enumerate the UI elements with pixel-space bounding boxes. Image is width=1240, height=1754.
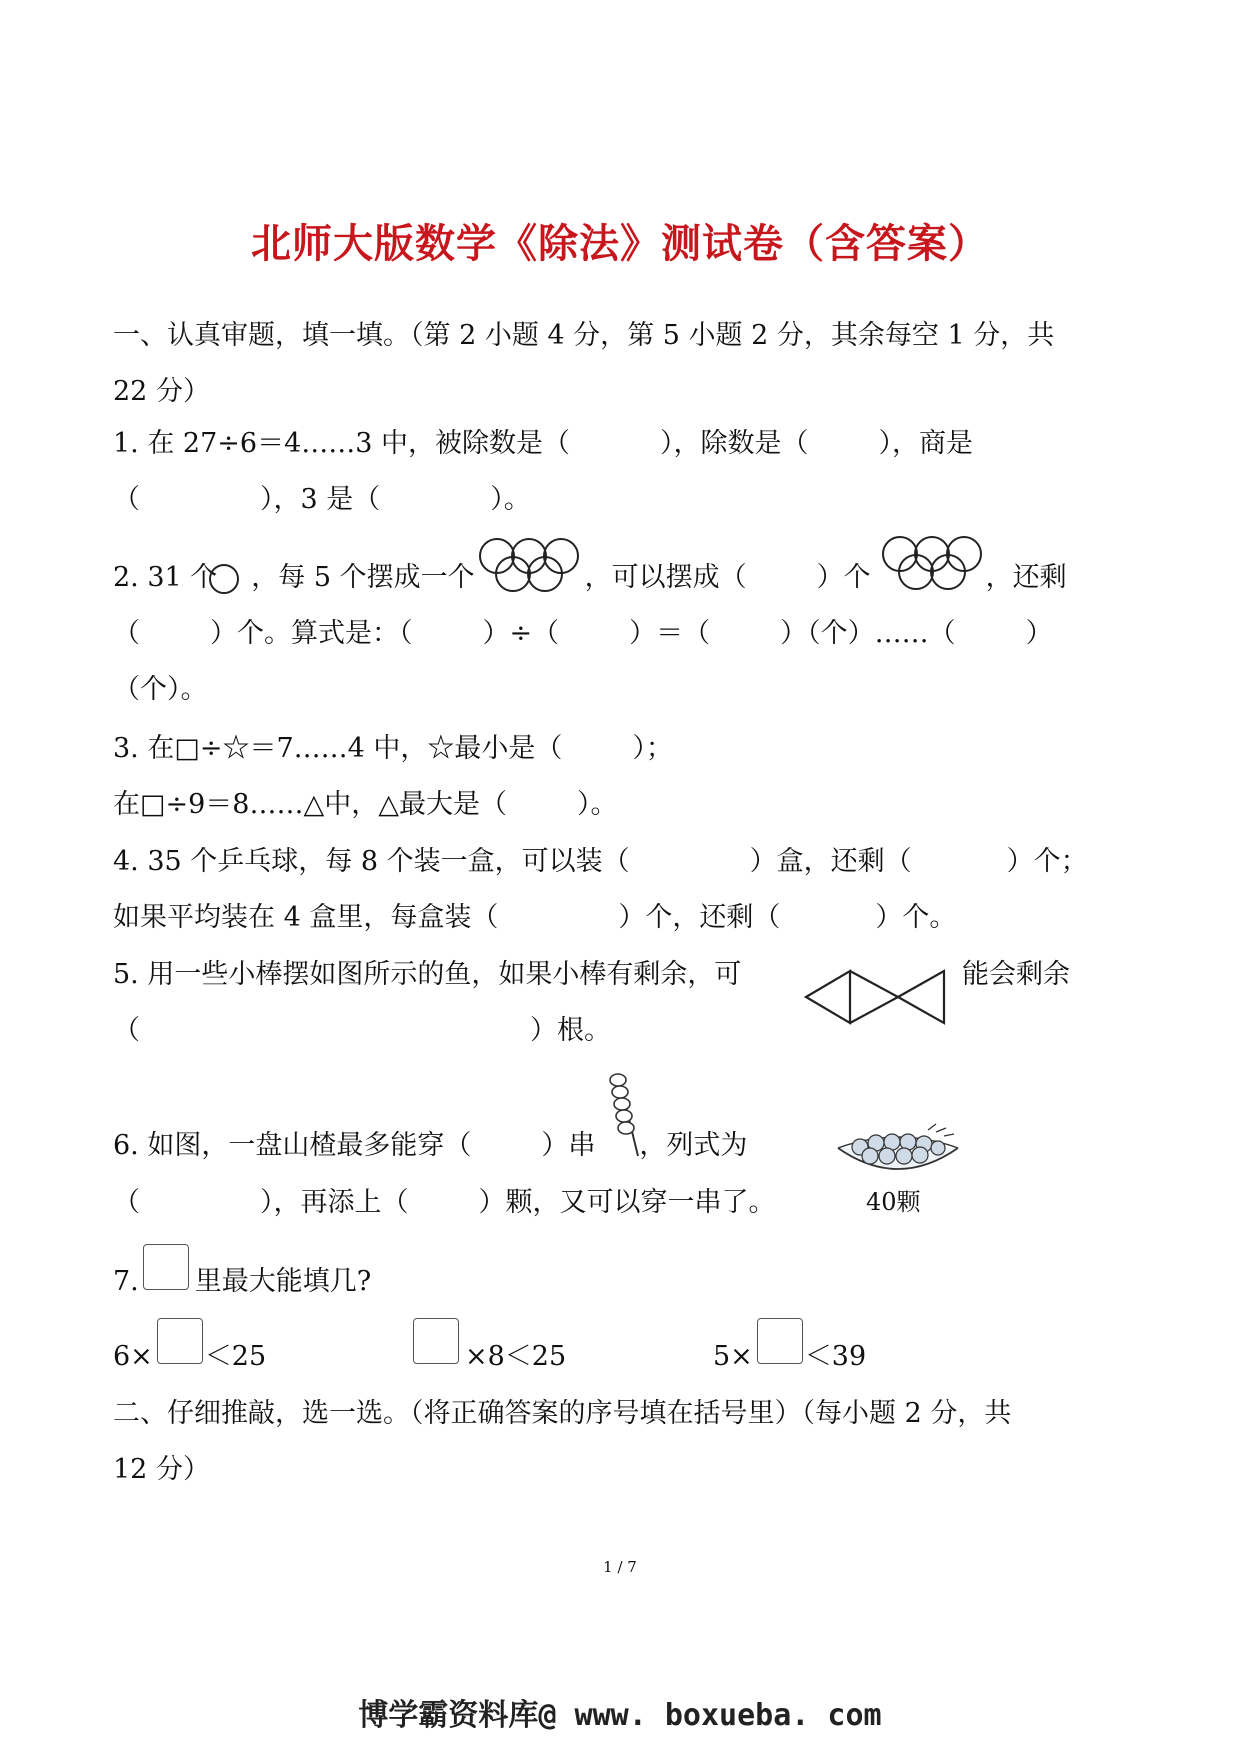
answer-box-2[interactable] xyxy=(413,1318,459,1364)
hawthorn-plate-icon xyxy=(832,1120,964,1184)
answer-box-1[interactable] xyxy=(157,1318,203,1364)
q6-line1: 6. 如图，一盘山楂最多能穿（ ）串 ，列式为 xyxy=(113,1130,748,1161)
q2-line3: （个）。 xyxy=(113,674,208,705)
circle-icon xyxy=(207,562,241,596)
page-title: 北师大版数学《除法》测试卷（含答案） xyxy=(251,220,989,267)
plate-label: 40颗 xyxy=(866,1188,921,1216)
q5-line1: 5. 用一些小棒摆如图所示的鱼，如果小棒有剩余，可 xyxy=(113,959,742,990)
q1-line1: 1. 在 27÷6＝4……3 中，被除数是（ ），除数是（ ），商是 xyxy=(113,428,974,459)
q7-expr3: 5× ＜39 xyxy=(713,1341,867,1372)
q2-line1: 2. 31 个 ，每 5 个摆成一个 ，可以摆成（ ）个 ，还剩 xyxy=(113,562,1067,593)
q1-line2: （ ），3 是（ ）。 xyxy=(113,484,531,515)
section1-heading-cont: 22 分） xyxy=(113,376,210,407)
section2-heading-cont: 12 分） xyxy=(113,1454,210,1485)
watermark: 博学霸资料库@ www. boxueba. com xyxy=(358,1698,882,1733)
q5-line1-tail: 能会剩余 xyxy=(962,959,1070,990)
q5-line2: （ ）根。 xyxy=(113,1015,611,1046)
section1-heading: 一、认真审题，填一填。（第 2 小题 4 分，第 5 小题 2 分，其余每空 1 分，共 xyxy=(113,320,1055,351)
fish-sticks-icon xyxy=(802,968,950,1026)
answer-box-3[interactable] xyxy=(757,1318,803,1364)
page-number: 1 / 7 xyxy=(603,1558,637,1576)
q4-line2: 如果平均装在 4 盒里，每盒装（ ）个，还剩（ ）个。 xyxy=(113,902,957,933)
q6-line2: （ ），再添上（ ）颗，又可以穿一串了。 xyxy=(113,1187,776,1218)
q3-line1: 3. 在□÷☆＝7……4 中，☆最小是（ ）； xyxy=(113,733,673,764)
square-box-icon xyxy=(143,1244,189,1290)
q7-expr1: 6× ＜25 xyxy=(113,1341,267,1372)
rings-icon xyxy=(876,536,991,592)
q2-line2: （ ）个。算式是：（ ）÷（ ）＝（ ）（个）……（ ） xyxy=(113,618,1053,649)
q7-expr2: ×8＜25 xyxy=(465,1341,567,1372)
rings-icon xyxy=(473,538,588,594)
q3-line2: 在□÷9＝8……△中，△最大是（ ）。 xyxy=(113,789,618,820)
section2-heading: 二、仔细推敲，选一选。（将正确答案的序号填在括号里）（每小题 2 分，共 xyxy=(113,1398,1012,1429)
q4-line1: 4. 35 个乒乓球，每 8 个装一盒，可以装（ ）盒，还剩（ ）个； xyxy=(113,846,1088,877)
hawthorn-skewer-icon xyxy=(604,1068,646,1160)
q7-line1: 7. 里最大能填几? xyxy=(113,1266,372,1297)
